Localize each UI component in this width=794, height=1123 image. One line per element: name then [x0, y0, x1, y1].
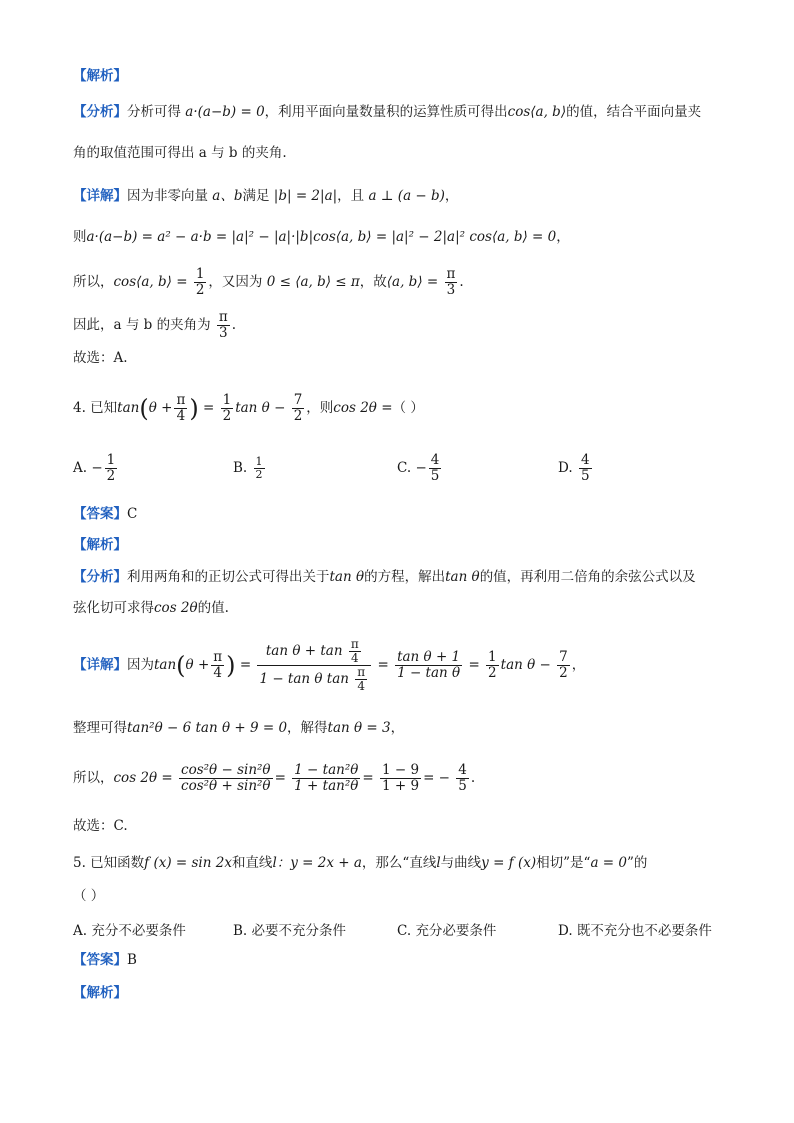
- analysis-4-line-2: 弦化切可求得cos 2θ的值.: [73, 600, 229, 616]
- fraction: $\frac{1}{2}$: [195, 266, 205, 298]
- option-d[interactable]: D. 既不充分也不必要条件: [558, 923, 712, 939]
- math-expr: a·(a−b) = 0: [185, 104, 265, 120]
- fraction: $\frac{7}{2}$: [293, 392, 303, 424]
- tag-xiangjie: 【详解】: [73, 188, 127, 204]
- analysis-4-line-1: 【分析】利用两角和的正切公式可得出关于tan θ的方程，解出tan θ的值，再利用二倍角的余弦公式以及: [73, 569, 696, 585]
- analysis-line-2: 角的取值范围可得出 a 与 b 的夹角.: [73, 145, 287, 161]
- fraction: $\frac{\text{cos²θ − sin²θ}}{\text{cos²θ + sin²θ}}$: [181, 762, 271, 794]
- option-a[interactable]: A. − $\frac{1}{2}$: [73, 452, 116, 484]
- fraction: tan θ + tan $\frac{\pi}{4}$ 1 − tan θ tan $\frac{\pi}{4}$: [257, 638, 371, 694]
- detail-equation-2: 所以，cos⟨a, b⟩ = $\frac{1}{2}$ ，又因为 0 ≤ ⟨a, b⟩ ≤ π，故⟨a, b⟩ = $\frac{\pi}{3}$ .: [73, 266, 464, 298]
- math-expr: cos⟨a, b⟩: [507, 104, 567, 120]
- math-expr: |b| = 2|a|: [273, 188, 338, 204]
- option-b[interactable]: B. $\frac{1}{2}$: [233, 454, 263, 481]
- fraction: $\frac{1 - 9}{1 + 9}$: [381, 762, 420, 794]
- detail-4-cos2theta: 所以，cos 2θ = $\frac{\text{cos²θ − sin²θ}}{\text{cos²θ + sin²θ}}$ = $\frac{\text{1 − tan²θ}}{\text{1 + tan²θ}}$ = $\frac{1 - 9}{1 + 9}$ = − $\frac{4}{5}$ .: [73, 762, 476, 794]
- question-4-stem: 4. 已知tan(θ + $\frac{\pi}{4}$ ) = $\frac{1}{2}$ tan θ − $\frac{7}{2}$ ，则cos 2θ =（ ）: [73, 392, 424, 424]
- section-heading-jiexi: 【解析】: [73, 537, 127, 553]
- detail-4-equation: 【详解】因为tan(θ + $\frac{\pi}{4}$ ) = tan θ + tan $\frac{\pi}{4}$ 1 − tan θ tan $\frac{\pi}{4}$ = $\frac{\text{tan θ + 1}}{\text{1 − tan θ}}$ = $\frac{1}{2}$ tan θ − $\frac{7}{2}$ ，: [73, 636, 586, 694]
- section-heading-jiexi: 【解析】: [73, 985, 127, 1001]
- math-expr: a ⊥ (a − b): [368, 188, 445, 204]
- tag-fenxi: 【分析】: [73, 104, 127, 120]
- question-5-paren: （ ）: [73, 888, 105, 904]
- option-c[interactable]: C. 充分必要条件: [397, 923, 497, 939]
- answer-4: 【答案】C: [73, 506, 138, 522]
- fraction: $\frac{1}{2}$: [488, 649, 497, 681]
- fraction: $\frac{7}{2}$: [559, 649, 568, 681]
- detail-line-1: 【详解】因为非零向量 a、b满足 |b| = 2|a|，且 a ⊥ (a − b)，: [73, 188, 459, 204]
- option-b[interactable]: B. 必要不充分条件: [233, 923, 347, 939]
- fraction: $\frac{\text{tan θ + 1}}{\text{1 − tan θ}}$: [397, 649, 461, 681]
- fraction: $\frac{4}{5}$: [458, 762, 467, 794]
- option-c[interactable]: C. − $\frac{4}{5}$: [397, 452, 440, 484]
- fraction: $\frac{1}{2}$: [222, 392, 232, 424]
- analysis-line-1: 【分析】分析可得 a·(a−b) = 0，利用平面向量数量积的运算性质可得出cos⟨a, b⟩的值，结合平面向量夹: [73, 104, 702, 120]
- question-5-stem: 5. 已知函数f (x) = sin 2x和直线l：y = 2x + a，那么“直线l与曲线y = f (x)相切”是“a = 0”的: [73, 855, 648, 871]
- detail-equation-1: 则a·(a−b) = a² − a·b = |a|² − |a|·|b|cos⟨a, b⟩ = |a|² − 2|a|² cos⟨a, b⟩ = 0，: [73, 229, 570, 245]
- fraction: $\frac{\pi}{3}$: [446, 266, 456, 298]
- answer-choice-4: 故选：C.: [73, 818, 128, 834]
- math-expr: a·(a−b) = a² − a·b = |a|² − |a|·|b|cos⟨a, b⟩ = |a|² − 2|a|² cos⟨a, b⟩ = 0: [86, 229, 557, 245]
- detail-4-organize: 整理可得tan²θ − 6 tan θ + 9 = 0，解得tan θ = 3，: [73, 720, 405, 736]
- fraction: $\frac{\pi}{3}$: [218, 309, 228, 341]
- answer-choice-3: 故选：A.: [73, 350, 128, 366]
- fraction: $\frac{\text{1 − tan²θ}}{\text{1 + tan²θ}}$: [294, 762, 359, 794]
- fraction: $\frac{\pi}{4}$: [176, 392, 186, 424]
- section-heading-jiexi: 【解析】: [73, 68, 127, 84]
- answer-5: 【答案】B: [73, 952, 137, 968]
- detail-conclusion: 因此，a 与 b 的夹角为 $\frac{\pi}{3}$ .: [73, 309, 237, 341]
- option-a[interactable]: A. 充分不必要条件: [73, 923, 186, 939]
- option-d[interactable]: D. $\frac{4}{5}$: [558, 452, 590, 484]
